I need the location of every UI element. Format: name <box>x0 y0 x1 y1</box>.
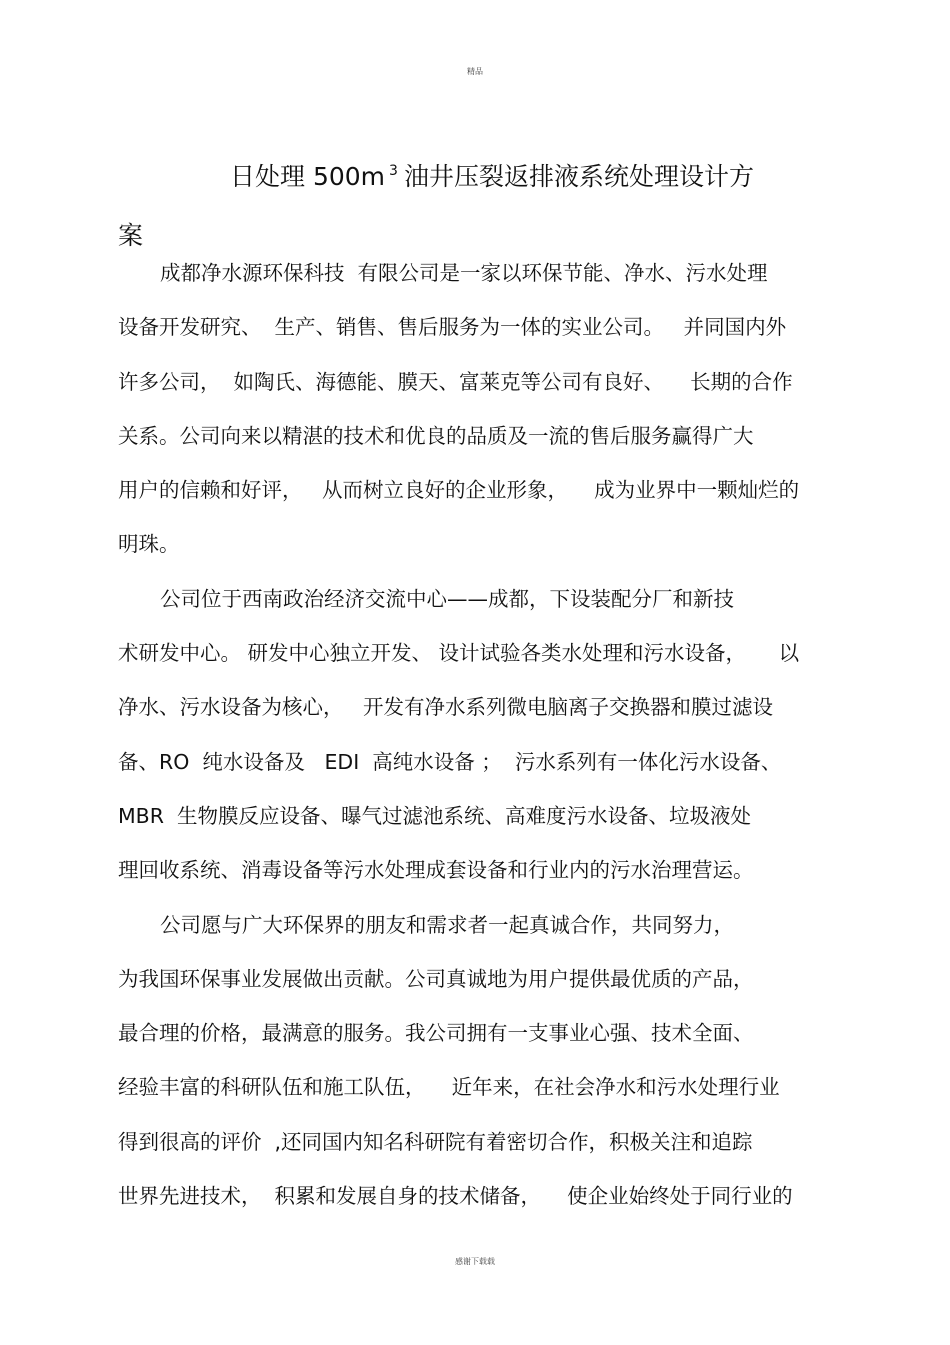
text-line: 最合理的价格，最满意的服务。我公司拥有一支事业心强、技术全面、 <box>118 1021 754 1046</box>
text-line: 得到很高的评价 ,还同国内知名科研院有着密切合作，积极关注和追踪 <box>118 1129 753 1154</box>
text-line: 设备开发研究、 生产、销售、售后服务为一体的实业公司。 并同国内外 <box>118 315 787 340</box>
text-line: 公司愿与广大环保界的朋友和需求者一起真诚合作，共同努力， <box>160 912 734 937</box>
paragraph-company-location <box>118 581 838 907</box>
text-line: 用户的信赖和好评， 从而树立良好的企业形象， 成为业界中一颗灿烂的 <box>118 478 800 503</box>
paragraph-company-commitment <box>118 907 838 1233</box>
title-superscript: 3 <box>389 163 398 179</box>
text-line: 世界先进技术， 积累和发展自身的技术储备， 使企业始终处于同行业的 <box>118 1184 793 1209</box>
document-title <box>118 142 838 265</box>
text-line: 备、RO 纯水设备及 EDI 高纯水设备 ； 污水系列有一体化污水设备、 <box>118 749 782 774</box>
title-part-3: 案 <box>118 221 144 250</box>
text-line: 明珠。 <box>118 532 180 557</box>
text-line: 成都净水源环保科技 有限公司是一家以环保节能、净水、污水处理 <box>160 261 768 285</box>
paragraph-company-intro <box>118 255 838 581</box>
text-line: 公司位于西南政治经济交流中心——成都，下设装配分厂和新技 <box>160 586 734 611</box>
text-line: 许多公司， 如陶氏、海德能、膜天、富莱克等公司有良好、 长期的合作 <box>118 369 793 394</box>
text-line: MBR 生物膜反应设备、曝气过滤池系统、高难度污水设备、垃圾液处 <box>118 803 752 828</box>
text-line: 净水、污水设备为核心， 开发有净水系列微电脑离子交换器和膜过滤设 <box>118 695 774 720</box>
footer-watermark: 感谢下载载 <box>455 1257 495 1266</box>
title-part-1: 日处理 500m <box>230 162 386 191</box>
text-line: 理回收系统、消毒设备等污水处理成套设备和行业内的污水治理营运。 <box>118 858 754 883</box>
text-line: 术研发中心。 研发中心独立开发、 设计试验各类水处理和污水设备， 以 <box>118 641 800 666</box>
header-watermark: 精品 <box>467 67 483 76</box>
title-part-2: 油井压裂返排液系统处理设计方 <box>403 162 754 191</box>
text-line: 为我国环保事业发展做出贡献。公司真诚地为用户提供最优质的产品， <box>118 966 754 991</box>
text-line: 关系。公司向来以精湛的技术和优良的品质及一流的售后服务赢得广大 <box>118 423 754 448</box>
document-body <box>118 255 838 1232</box>
text-line: 经验丰富的科研队伍和施工队伍， 近年来，在社会净水和污水处理行业 <box>118 1075 780 1100</box>
